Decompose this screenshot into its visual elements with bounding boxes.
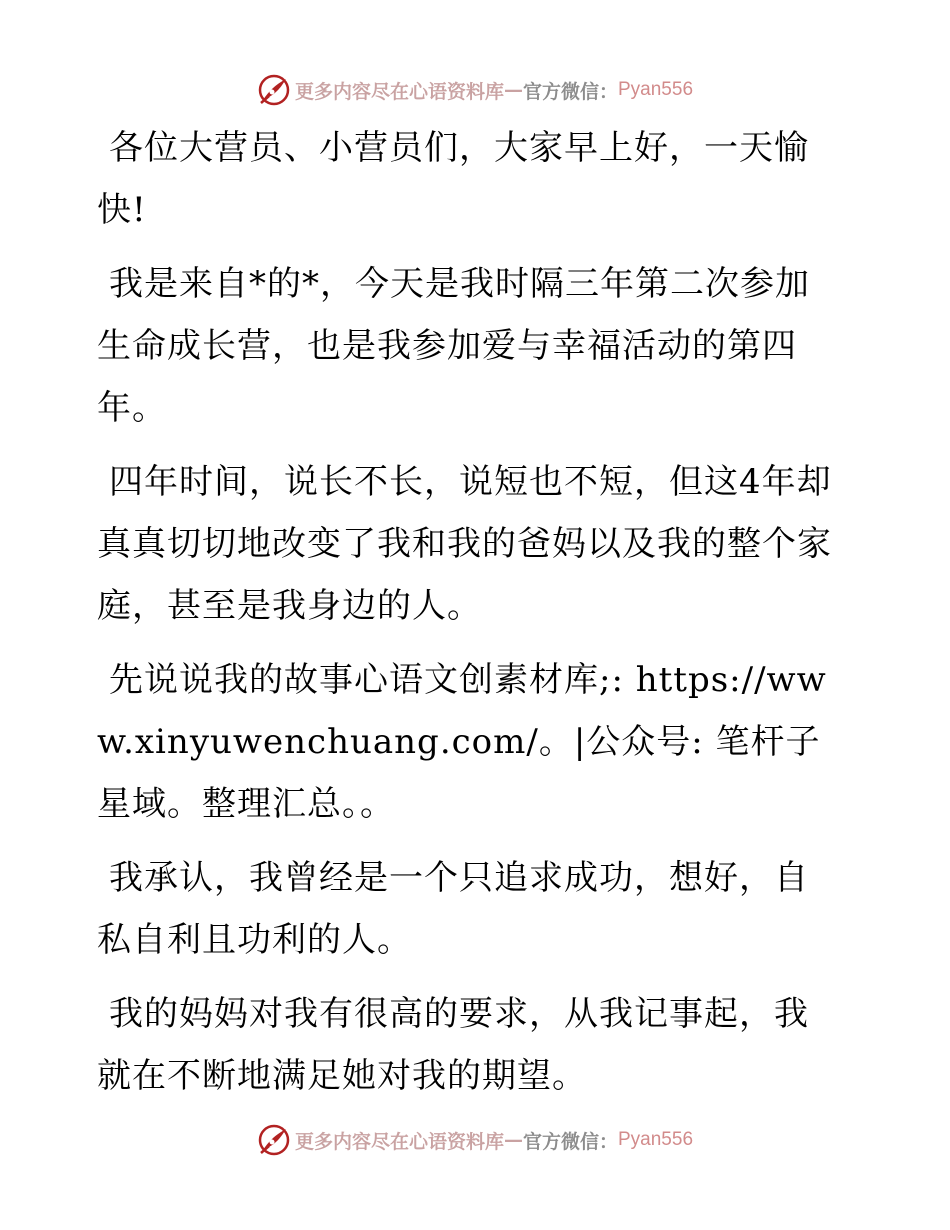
- footer-dash: —: [503, 1129, 523, 1151]
- footer-wechat-label: 官方微信：: [522, 1130, 618, 1153]
- footer-slogan: 更多内容尽在心语资料库: [294, 1130, 504, 1153]
- paragraph-story-source-text: 先说说我的故事心语文创素材库;: https://www.xinyuwenchuang.com/。|公众号: 笔杆子星域。整理汇总。。: [97, 660, 827, 824]
- header-wechat-label: 官方微信：: [522, 80, 618, 103]
- pen-nib-logo-icon: [257, 73, 291, 107]
- paragraph-admission: [97, 847, 832, 971]
- paragraph-introduction-text: 我是来自*的*，今天是我时隔三年第二次参加生命成长营，也是我参加爱与幸福活动的第四年。: [97, 264, 810, 428]
- paragraph-greeting-text: 各位大营员、小营员们，大家早上好，一天愉快!: [97, 128, 809, 230]
- paragraph-greeting: [97, 117, 832, 241]
- paragraph-four-years-text: 四年时间，说长不长，说短也不短，但这4年却真真切切地改变了我和我的爸妈以及我的整个家庭，甚至是我身边的人。: [97, 462, 832, 626]
- footer-banner: [0, 1120, 950, 1160]
- paragraph-story-source: [97, 649, 832, 835]
- header-wechat-id: Pyan556: [618, 79, 694, 100]
- paragraph-mother: [97, 983, 832, 1107]
- header-banner: [0, 70, 950, 110]
- pen-nib-logo-icon: [257, 1123, 291, 1157]
- header-slogan: 更多内容尽在心语资料库: [294, 80, 504, 103]
- footer-wechat-id: Pyan556: [618, 1129, 694, 1150]
- paragraph-admission-text: 我承认，我曾经是一个只追求成功，想好，自私自利且功利的人。: [97, 858, 809, 960]
- paragraph-introduction: [97, 253, 832, 439]
- document-body: [97, 117, 832, 1119]
- header-dash: —: [503, 79, 523, 101]
- paragraph-mother-text: 我的妈妈对我有很高的要求，从我记事起，我就在不断地满足她对我的期望。: [97, 994, 809, 1096]
- paragraph-four-years: [97, 451, 832, 637]
